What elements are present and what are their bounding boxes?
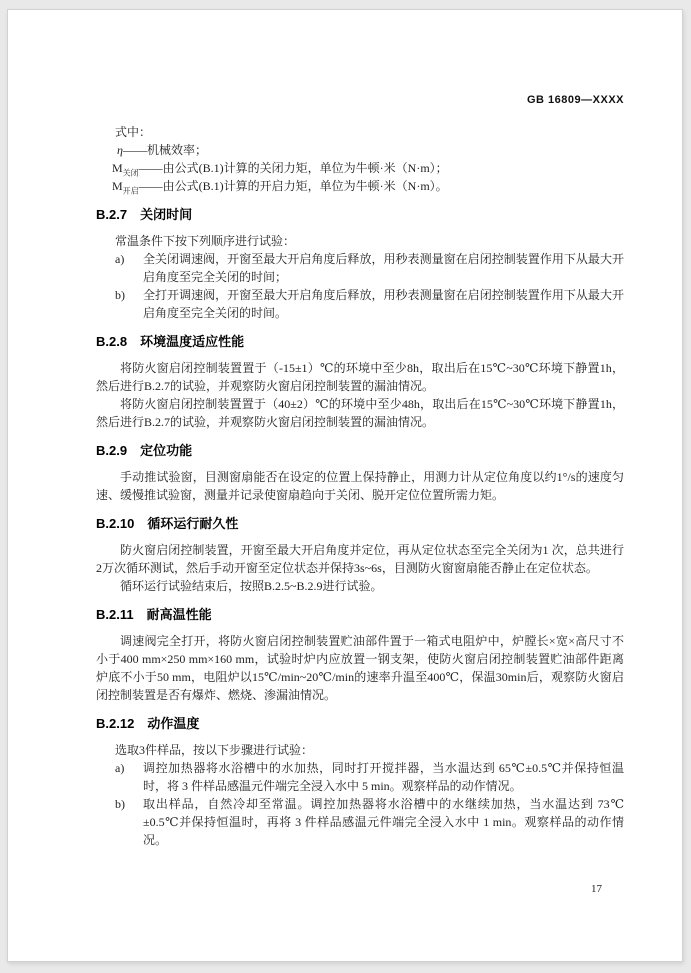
formula-note-m-close (96, 159, 624, 177)
formula-note-m-open (96, 177, 624, 195)
page-content (8, 10, 682, 961)
section-heading (96, 443, 624, 459)
section-title: 耐高温性能 (146, 607, 212, 622)
m-open-symbol: M (112, 179, 123, 193)
section-b210 (96, 516, 624, 595)
m-close-symbol: M (112, 161, 123, 175)
list-item (115, 250, 624, 286)
section-heading (96, 334, 624, 350)
paragraph: 循环运行试验结束后，按照B.2.5~B.2.9进行试验。 (120, 579, 383, 593)
paragraph: 防火窗启闭控制装置，开窗至最大开启角度并定位，再从定位状态至完全关闭为1 次，总共进行2万次循环测试，然后手动开窗至定位状态并保持3s~6s，目测防火窗窗扇能否静止在定位状态。 (96, 543, 624, 575)
section-number: B.2.7 (96, 207, 128, 222)
eta-description: ——机械效率； (122, 143, 207, 157)
m-close-subscript: 关闭 (122, 168, 139, 178)
m-open-subscript: 开启 (122, 186, 139, 196)
formula-notes (96, 123, 624, 195)
m-close-description: ——由公式(B.1)计算的关闭力矩，单位为牛顿·米（N·m）； (138, 161, 448, 175)
formula-notes-intro: 式中： (115, 125, 152, 139)
section-title: 循环运行耐久性 (147, 516, 239, 531)
paragraph: 选取3件样品，按以下步骤进行试验： (115, 743, 314, 757)
formula-note-eta (96, 141, 624, 159)
section-b27 (96, 207, 624, 322)
list-item (115, 795, 624, 849)
section-b28 (96, 334, 624, 431)
paragraph: 调速阀完全打开，将防火窗启闭控制装置贮油部件置于一箱式电阻炉中，炉膛长×宽×高尺寸不小于400 mm×250 mm×160 mm，试验时炉内应放置一钢支架，使防火窗启闭控制装置贮油部件距离炉底不小于50 mm，电阻炉以15℃/min~20℃/min的速率升温至400℃，保温30min后，观察防火窗启闭控制装置是否有爆炸、燃烧、渗漏油情况。 (96, 634, 624, 702)
paragraph: 手动推试验窗，目测窗扇能否在设定的位置上保持静止，用测力计从定位角度以约1°/s的速度匀速、缓慢推试验窗，测量并记录使窗扇趋向于关闭、脱开定位位置所需力矩。 (96, 470, 624, 502)
m-open-description: ——由公式(B.1)计算的开启力矩，单位为牛顿·米（N·m）。 (138, 179, 448, 193)
section-heading (96, 716, 624, 732)
section-number: B.2.12 (96, 716, 135, 731)
page-number: 17 (591, 883, 602, 895)
section-title: 动作温度 (147, 716, 200, 731)
section-heading (96, 607, 624, 623)
list-marker: b) (115, 797, 125, 811)
section-b29 (96, 443, 624, 504)
list-item-text: 全打开调速阀，开窗至最大开启角度后释放，用秒表测量窗在启闭控制装置作用下从最大开启角度至完全关闭的时间。 (143, 288, 624, 320)
eta-symbol: η (117, 143, 123, 157)
section-number: B.2.11 (96, 607, 134, 622)
section-title: 环境温度适应性能 (140, 334, 245, 349)
list-item-text: 取出样品，自然冷却至常温。调控加热器将水浴槽中的水继续加热，当水温达到 73℃±0.5℃并保持恒温时，再将 3 件样品感温元件端完全浸入水中 1 min。观察样品的动作情况。 (143, 797, 624, 847)
paragraph: 将防火窗启闭控制装置置于（-15±1）℃的环境中至少8h，取出后在15℃~30℃环境下静置1h，然后进行B.2.7的试验，并观察防火窗启闭控制装置的漏油情况。 (96, 361, 624, 393)
section-b212 (96, 716, 624, 849)
section-b211 (96, 607, 624, 704)
paragraph: 将防火窗启闭控制装置置于（40±2）℃的环境中至少48h，取出后在15℃~30℃环境下静置1h，然后进行B.2.7的试验，并观察防火窗启闭控制装置的漏油情况。 (96, 397, 624, 429)
list-item-text: 调控加热器将水浴槽中的水加热，同时打开搅拌器，当水温达到 65℃±0.5℃并保持恒温时，将 3 件样品感温元件端完全浸入水中 5 min。观察样品的动作情况。 (143, 761, 624, 793)
section-number: B.2.9 (96, 443, 128, 458)
list-item-text: 全关闭调速阀，开窗至最大开启角度后释放，用秒表测量窗在启闭控制装置作用下从最大开启角度至完全关闭的时间； (143, 252, 624, 284)
list-marker: a) (115, 761, 125, 775)
list-marker: a) (115, 252, 125, 266)
list-marker: b) (115, 288, 125, 302)
section-title: 定位功能 (140, 443, 193, 458)
section-number: B.2.8 (96, 334, 128, 349)
ordered-list (96, 250, 624, 322)
document-page (7, 9, 683, 962)
section-number: B.2.10 (96, 516, 135, 531)
section-heading (96, 207, 624, 223)
section-heading (96, 516, 624, 532)
list-item (115, 286, 624, 322)
standard-code-header: GB 16809—XXXX (527, 94, 624, 106)
list-item (115, 759, 624, 795)
section-title: 关闭时间 (140, 207, 193, 222)
ordered-list (96, 759, 624, 849)
paragraph: 常温条件下按下列顺序进行试验： (115, 234, 296, 248)
